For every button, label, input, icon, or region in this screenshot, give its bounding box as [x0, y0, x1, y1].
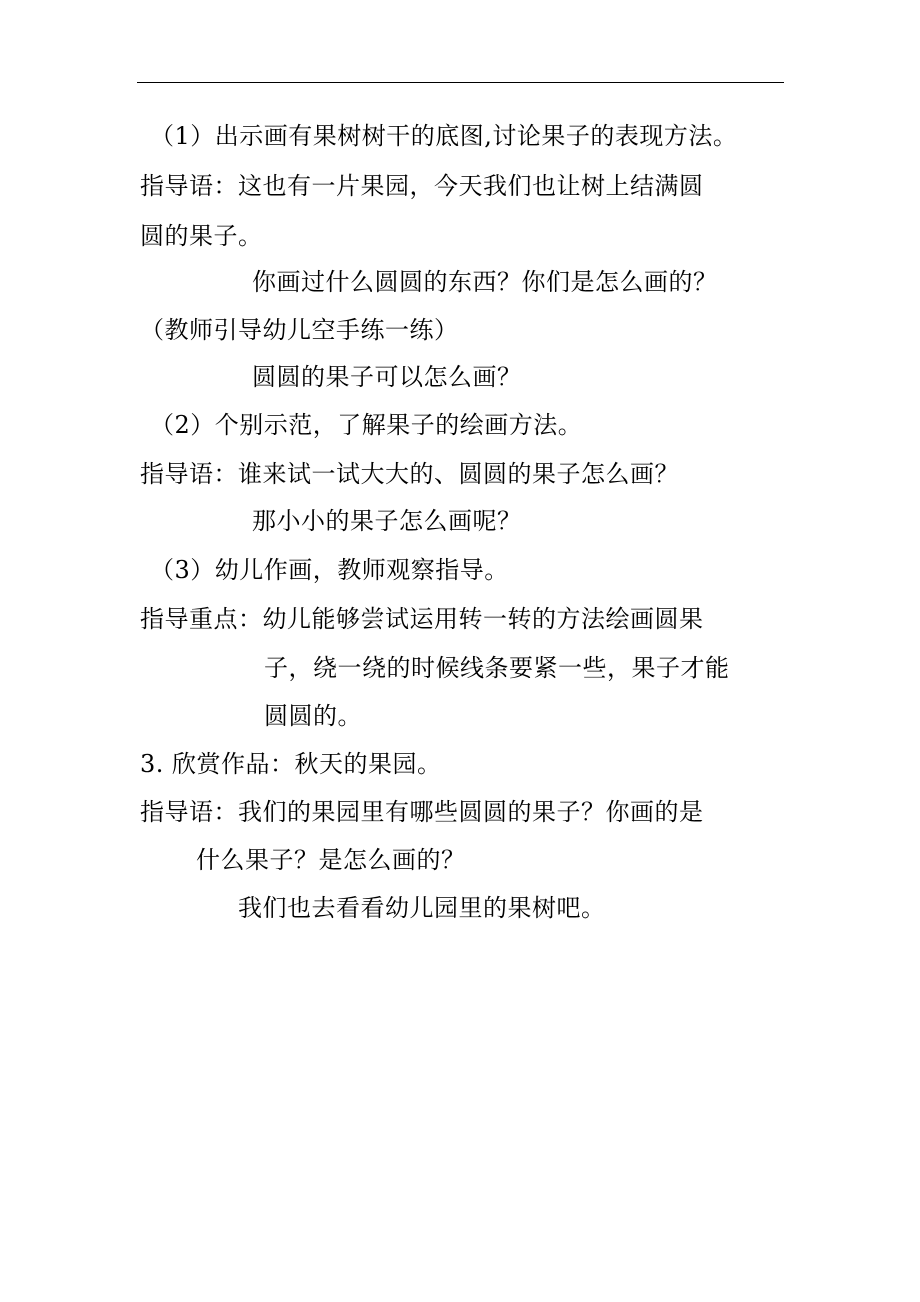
text-line: 指导语：谁来试一试大大的、圆圆的果子怎么画？	[140, 460, 679, 488]
text-line: 什么果子？是怎么画的？	[196, 846, 466, 874]
text-line: （1）出示画有果树树干的底图,讨论果子的表现方法。	[150, 122, 738, 150]
text-line: 3. 欣赏作品：秋天的果园。	[140, 750, 442, 778]
text-line: （教师引导幼儿空手练一练）	[140, 316, 459, 344]
text-line: 圆圆的果子可以怎么画？	[252, 363, 522, 391]
text-line: 那小小的果子怎么画呢？	[252, 507, 522, 535]
text-line: 圆的果子。	[140, 222, 263, 250]
text-line: 你画过什么圆圆的东西？你们是怎么画的？	[252, 268, 718, 296]
text-line: （2）个别示范，了解果子的绘画方法。	[150, 411, 583, 439]
text-line: （3）幼儿作画，教师观察指导。	[150, 556, 509, 584]
text-line: 指导语：这也有一片果园，今天我们也让树上结满圆	[140, 172, 704, 200]
header-rule	[137, 82, 784, 83]
text-line: 子，绕一绕的时候线条要紧一些，果子才能	[264, 654, 730, 682]
text-line: 我们也去看看幼儿园里的果树吧。	[238, 894, 606, 922]
text-line: 圆圆的。	[264, 702, 362, 730]
text-line: 指导重点：幼儿能够尝试运用转一转的方法绘画圆果	[140, 605, 704, 633]
text-line: 指导语：我们的果园里有哪些圆圆的果子？你画的是	[140, 798, 704, 826]
